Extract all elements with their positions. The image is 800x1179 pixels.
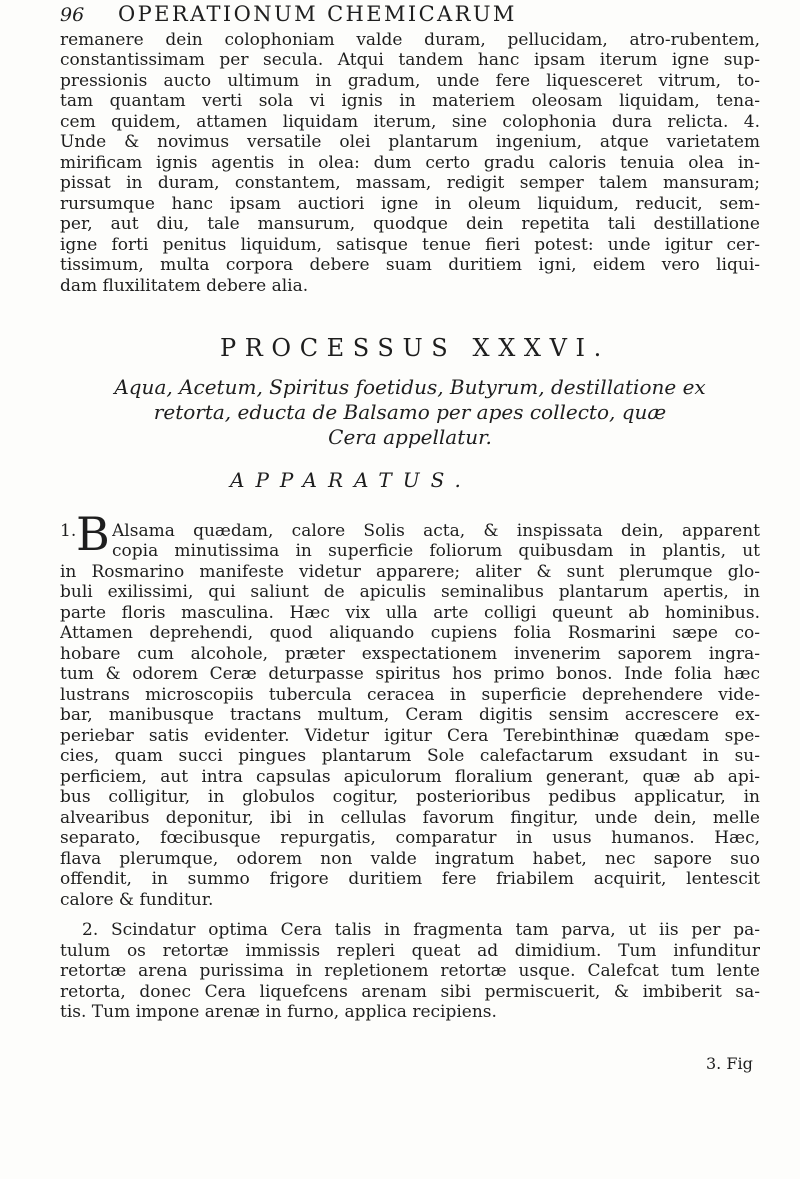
text-line: pissat in duram, constantem, massam, redigit semper talem mansuram; [60,173,760,193]
section-title: PROCESSUS XXXVI. [220,334,610,362]
drop-cap: B [76,507,110,561]
text-line: per, aut diu, tale mansurum, quodque dein repetita tali destillatione [60,214,760,234]
text-line: tam quantam verti sola vi ignis in materiem oleosam liquidam, tena- [60,91,760,111]
text-line: retorta, donec Cera liquefcens arenam sibi permiscuerit, & imbiberit sa- [60,982,760,1002]
text-line: hobare cum alcohole, præter exspectationem invenerim saporem ingra- [60,644,760,664]
text-line: mirificam ignis agentis in olea: dum certo gradu caloris tenuia olea in- [60,153,760,173]
text-line: cies, quam succi pingues plantarum Sole calefactarum exsudant in su- [60,746,760,766]
text-line: dam fluxilitatem debere alia. [60,276,309,296]
item-number: 1. [60,521,77,541]
text-line: remanere dein colophoniam valde duram, pellucidam, atro-rubentem, [60,30,760,50]
text-line: alvearibus deponitur, ibi in cellulas favorum fingitur, unde dein, melle [60,808,760,828]
text-line: flava plerumque, odorem non valde ingratum habet, nec sapore suo [60,849,760,869]
text-line: pressionis aucto ultimum in gradum, unde fere liquesceret vitrum, to- [60,71,760,91]
text-line: parte floris masculina. Hæc vix ulla arte colligi queunt ab hominibus. [60,603,760,623]
page-header [60,2,760,28]
text-line: igne forti penitus liquidum, satisque tenue fieri potest: unde igitur cer- [60,235,760,255]
page-number: 96 [60,4,85,26]
text-line: tum & odorem Ceræ deturpasse spiritus hos primo bonos. Inde folia hæc [60,664,760,684]
subtitle-line: Aqua, Acetum, Spiritus foetidus, Butyrum, destillatione ex [114,375,706,399]
text-line: 2. Scindatur optima Cera talis in fragmenta tam parva, ut iis per pa- [82,920,760,940]
text-line: perficiem, aut intra capsulas apiculorum floralium generant, quæ ab api- [60,767,760,787]
text-line: offendit, in summo frigore duritiem fere friabilem acquirit, lentescit [60,869,760,889]
text-line: tulum os retortæ immissis repleri queat ad dimidium. Tum infunditur [60,941,760,961]
text-line: periebar satis evidenter. Videtur igitur Cera Terebinthinæ quædam spe- [60,726,760,746]
text-line: Alsama quædam, calore Solis acta, & inspissata dein, apparent [112,521,760,541]
text-line: bar, manibusque tractans multum, Ceram digitis sensim accrescere ex- [60,705,760,725]
text-line: bus colligitur, in globulos cogitur, posterioribus pedibus applicatur, in [60,787,760,807]
text-line: constantissimam per secula. Atqui tandem hanc ipsam iterum igne sup- [60,50,760,70]
text-line: tissimum, multa corpora debere suam duritiem igni, eidem vero liqui- [60,255,760,275]
text-line: lustrans microscopiis tubercula ceracea in superficie deprehendere vide- [60,685,760,705]
text-line: copia minutissima in superficie foliorum quibusdam in plantis, ut [112,541,760,561]
text-line: cem quidem, attamen liquidam iterum, sine colophonia dura relicta. 4. [60,112,760,132]
text-line: tis. Tum impone arenæ in furno, applica recipiens. [60,1002,497,1022]
subtitle-line: Cera appellatur. [328,425,492,449]
text-line: Unde & novimus versatile olei plantarum ingenium, atque varietatem [60,132,760,152]
subtitle-line: retorta, educta de Balsamo per apes collecto, quæ [153,400,667,424]
catchword: 3. Fig [706,1054,753,1073]
running-head: OPERATIONUM CHEMICARUM [118,2,517,26]
text-line: retortæ arena purissima in repletionem retortæ usque. Calefcat tum lente [60,961,760,981]
apparatus-heading: APPARATUS. [230,468,472,492]
text-line: separato, fœcibusque repurgatis, comparatur in usus humanos. Hæc, [60,828,760,848]
text-line: Attamen deprehendi, quod aliquando cupiens folia Rosmarini sæpe co- [60,623,760,643]
text-line: rursumque hanc ipsam auctiori igne in oleum liquidum, reducit, sem- [60,194,760,214]
text-line: calore & funditur. [60,890,214,910]
text-line: in Rosmarino manifeste videtur apparere; aliter & sunt plerumque glo- [60,562,760,582]
text-line: buli exilissimi, qui saliunt de apiculis seminalibus plantarum apertis, in [60,582,760,602]
